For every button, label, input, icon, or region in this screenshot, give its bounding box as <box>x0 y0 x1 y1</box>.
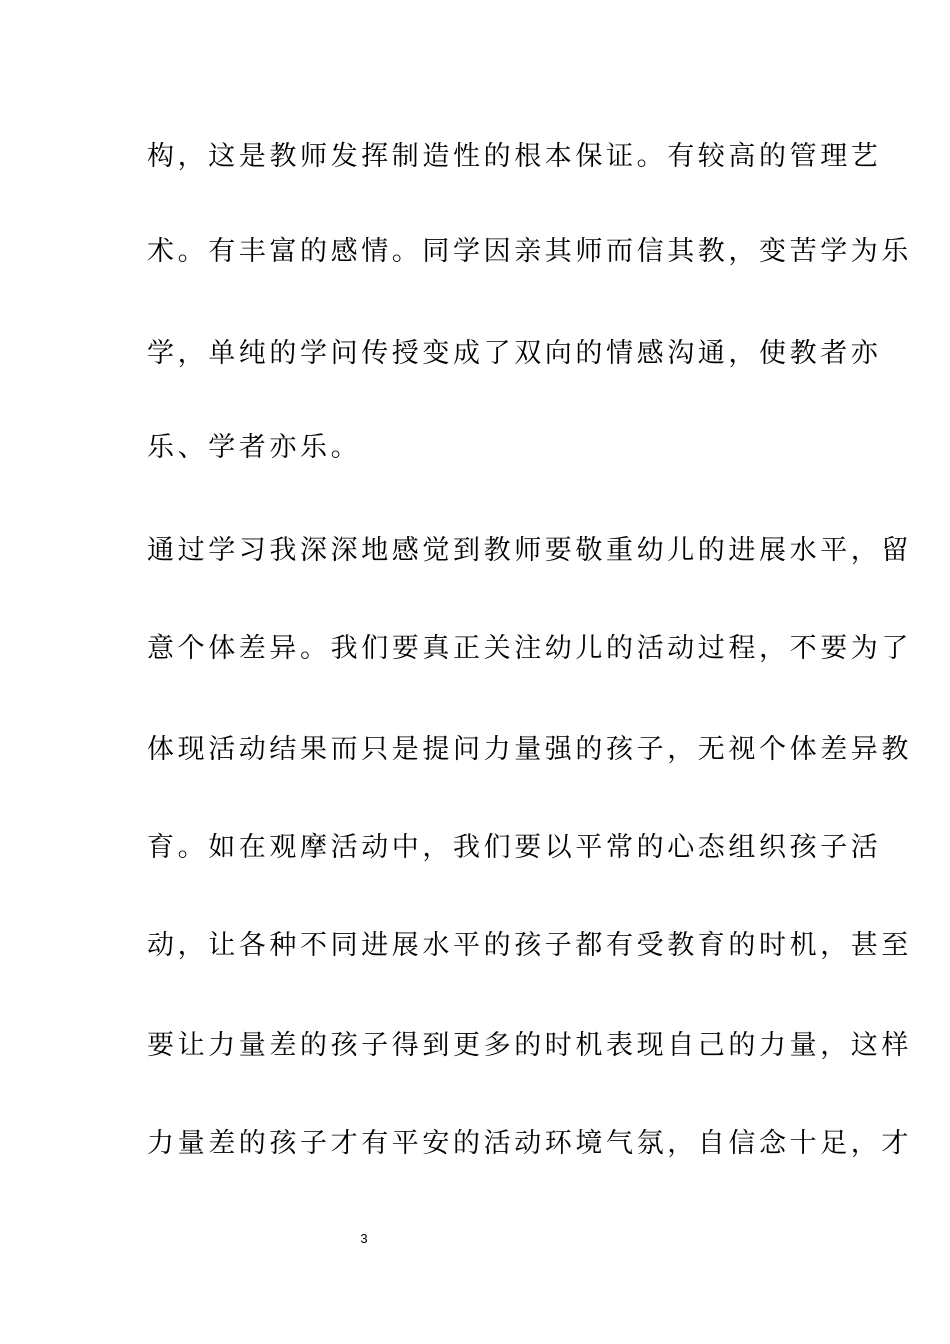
text-line: 术。有丰富的感情。同学因亲其师而信其教，变苦学为乐 <box>147 236 912 267</box>
text-line: 通过学习我深深地感觉到教师要敬重幼儿的进展水平，留 <box>147 535 912 566</box>
text-line: 构，这是教师发挥制造性的根本保证。有较高的管理艺 <box>147 141 882 172</box>
text-line: 乐、学者亦乐。 <box>147 432 362 463</box>
page-number: 3 <box>360 1231 368 1246</box>
text-line: 动，让各种不同进展水平的孩子都有受教育的时机，甚至 <box>147 930 912 961</box>
text-line: 要让力量差的孩子得到更多的时机表现自己的力量，这样 <box>147 1030 912 1061</box>
text-line: 学，单纯的学问传授变成了双向的情感沟通，使教者亦 <box>147 338 882 369</box>
text-line: 体现活动结果而只是提问力量强的孩子，无视个体差异教 <box>147 734 912 765</box>
text-line: 意个体差异。我们要真正关注幼儿的活动过程，不要为了 <box>147 633 912 664</box>
text-line: 育。如在观摩活动中，我们要以平常的心态组织孩子活 <box>147 832 882 863</box>
text-line: 力量差的孩子才有平安的活动环境气氛，自信念十足，才 <box>147 1128 912 1159</box>
